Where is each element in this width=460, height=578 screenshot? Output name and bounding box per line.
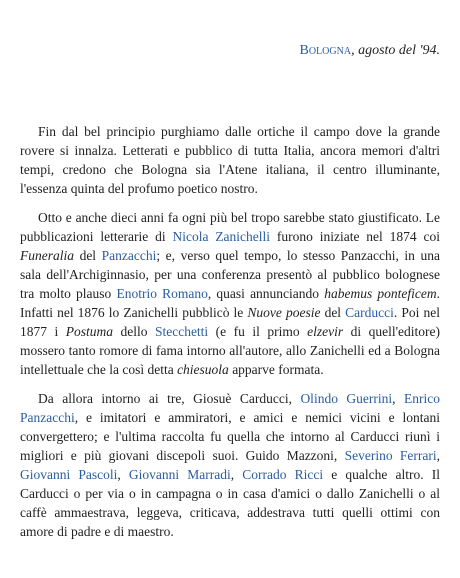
paragraph-3: Da allora intorno ai tre, Giosuè Carducci, Olindo Guerrini, Enrico Panzacchi, e imitatori e ammiratori, e amici e nemici vicini e lontani convergettero; e l'ultima raccolta fu quella che intorno al Carducci riunì i migliori e più giovani discepoli suoi. Guido Mazzoni, Severino Ferrari, Giovanni Pascoli, Giovanni Marradi, Corrado Ricci e qualche altro. Il Carducci o per via o in campagna o in casa d'amici o dallo Zanichelli o al caffè ammaestrava, leggeva, criticava, addestrava tutti quelli ottimi con amore di padre e di maestro.	[20, 391, 441, 539]
link-olindo-guerrini[interactable]: Olindo Guerrini	[300, 391, 393, 406]
link-nicola-zanichelli[interactable]: Nicola Zanichelli	[172, 229, 271, 244]
paragraph-1: Fin dal bel principio purghiamo dalle ortiche il campo dove la grande rovere si innalza. Letterati e pubblico di tutta Italia, ancora memori d'altri tempi, credono che Bologna sia l'Atene italiana, il centro illuminante, l'essenza quinta del profumo poetico nostro.	[20, 124, 440, 196]
link-giovanni-marradi[interactable]: Giovanni Marradi	[128, 467, 231, 482]
link-corrado-ricci[interactable]: Corrado Ricci	[242, 467, 324, 482]
link-giovanni-pascoli[interactable]: Giovanni Pascoli	[20, 467, 118, 482]
link-stecchetti[interactable]: Stecchetti	[154, 324, 209, 339]
dateline-date: , agosto del '94.	[351, 43, 440, 58]
article-body	[20, 122, 440, 551]
link-panzacchi[interactable]: Panzacchi	[101, 248, 157, 263]
link-severino-ferrari[interactable]: Severino Ferrari	[344, 448, 437, 463]
paragraph-2: Otto e anche dieci anni fa ogni più bel tropo sarebbe stato giustificato. Le pubblicazioni letterarie di Nicola Zanichelli furono iniziate nel 1874 coi Funeralia del Panzacchi; e, verso quel tempo, lo stesso Panzacchi, in una sala dell'Archiginnasio, per una conferenza presentò al pubblico bolognese tra molto plauso Enotrio Romano, quasi annunciando habemus ponteficem. Infatti nel 1876 lo Zanichelli pubblicò le Nuove poesie del Carducci. Poi nel 1877 i Postuma dello Stecchetti (e fu il primo elzevir di quell'editore) mossero tanto romore di fama intorno all'autore, allo Zanichelli ed a Bologna intellettuale che la così detta chiesuola apparve formata.	[20, 210, 440, 377]
link-enotrio-romano[interactable]: Enotrio Romano	[116, 286, 208, 301]
link-carducci[interactable]: Carducci	[345, 305, 394, 320]
dateline-city-link[interactable]: Bologna	[299, 43, 352, 58]
link-enrico-panzacchi[interactable]: Enrico Panzacchi	[20, 391, 440, 425]
dateline	[300, 42, 441, 60]
